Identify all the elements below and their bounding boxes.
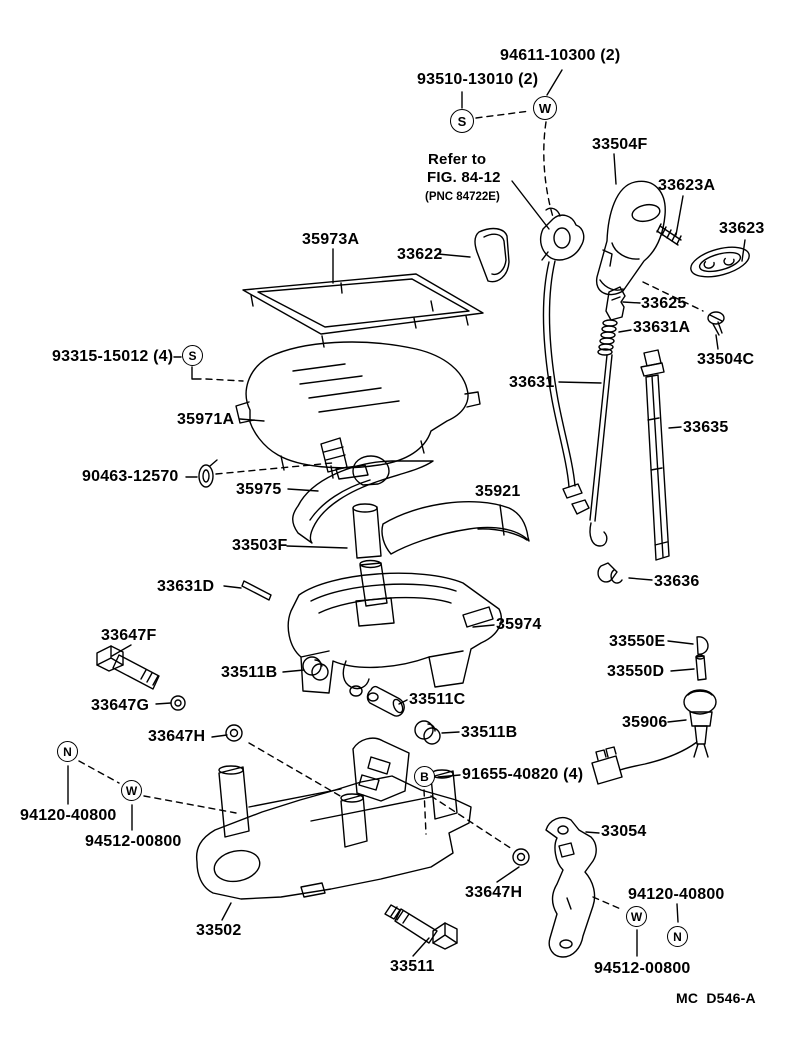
drawing-knob-switch-35906	[592, 690, 716, 784]
part-label-33054: 33054	[601, 823, 647, 840]
part-label-35973a: 35973A	[302, 231, 360, 248]
part-label-35974: 35974	[496, 616, 542, 633]
part-label-94120-40800-right: 94120-40800	[628, 886, 725, 903]
washer-symbol-icon: W	[533, 96, 557, 120]
part-label-90463-12570: 90463-12570	[82, 468, 179, 485]
part-label-91655-40820: 91655-40820 (4)	[462, 766, 584, 783]
drawing-mat-35921	[382, 502, 529, 554]
drawing-nut-33647h-lower	[513, 849, 529, 865]
part-label-33635: 33635	[683, 419, 729, 436]
part-label-94120-40800-left: 94120-40800	[20, 807, 117, 824]
part-label-33622: 33622	[397, 246, 443, 263]
drawing-clip-33636	[598, 563, 622, 583]
drawing-bracket-33502	[197, 738, 471, 899]
part-label-94611-10300: 94611-10300 (2)	[500, 47, 621, 64]
part-label-33550d: 33550D	[607, 663, 665, 680]
part-label-33647h-lower: 33647H	[465, 884, 523, 901]
drawing-bracket-33054	[546, 818, 596, 957]
refer-note-line3: (PNC 84722E)	[425, 191, 500, 203]
part-label-35975: 35975	[236, 481, 282, 498]
part-label-33503f: 33503F	[232, 537, 288, 554]
drawing-shift-knob-33504f	[597, 181, 666, 294]
part-label-33623a: 33623A	[658, 177, 716, 194]
screw-symbol-icon: S	[182, 345, 203, 366]
part-label-33647h-upper: 33647H	[148, 728, 206, 745]
refer-note-line1: Refer to	[428, 151, 487, 168]
drawing-pin-33550d	[696, 655, 706, 680]
part-label-94512-00800-right: 94512-00800	[594, 960, 691, 977]
part-label-33623: 33623	[719, 220, 765, 237]
part-label-33631a: 33631A	[633, 319, 691, 336]
drawing-pad-33622	[475, 229, 509, 282]
drawing-cable-end-fitting	[541, 208, 584, 260]
part-label-33550e: 33550E	[609, 633, 666, 650]
drawing-lever-33503f	[353, 504, 387, 606]
figure-code: MC D546-A	[676, 990, 756, 1006]
drawing-bushing-33511b-upper	[303, 657, 328, 680]
nut-symbol-icon: N	[667, 926, 688, 947]
dashed-assembly-lines	[79, 111, 703, 910]
part-label-33511b-lower: 33511B	[461, 724, 518, 741]
part-label-33647f: 33647F	[101, 627, 157, 644]
nut-symbol-icon: N	[57, 741, 78, 762]
part-label-93510-13010: 93510-13010 (2)	[417, 71, 539, 88]
drawing-spring-33631a	[598, 320, 617, 355]
drawing-washer-33647g	[171, 696, 185, 710]
drawing-pin-33631d	[242, 581, 271, 600]
washer-symbol-icon: W	[121, 780, 142, 801]
drawing-button-33623	[688, 242, 753, 283]
part-label-94512-00800-left: 94512-00800	[85, 833, 182, 850]
part-label-33625: 33625	[641, 295, 687, 312]
drawing-screw-33504c	[708, 312, 724, 335]
drawing-bolt-33647f	[97, 646, 159, 689]
part-label-35906: 35906	[622, 714, 668, 731]
drawing-rod-33635	[641, 350, 669, 560]
part-label-33504f: 33504F	[592, 136, 648, 153]
drawing-nut-33647h-upper	[226, 725, 242, 741]
drawing-base-35974	[288, 573, 501, 701]
screw-symbol-icon: S	[450, 109, 474, 133]
part-label-33631: 33631	[509, 374, 555, 391]
drawing-frame-35973a	[243, 274, 483, 347]
part-label-33647g: 33647G	[91, 697, 150, 714]
part-label-33511b-upper: 33511B	[221, 664, 278, 681]
drawing-clip-33625	[606, 287, 625, 320]
part-label-33631d: 33631D	[157, 578, 215, 595]
part-label-35921: 35921	[475, 483, 521, 500]
drawing-cap-33550e	[697, 637, 708, 654]
part-label-33511c: 33511C	[409, 691, 466, 708]
drawing-bolt-33511	[385, 905, 457, 949]
part-label-33636: 33636	[654, 573, 700, 590]
part-label-33502: 33502	[196, 922, 242, 939]
drawing-bushing-33511b-lower	[415, 721, 440, 744]
part-label-33511: 33511	[390, 958, 435, 975]
part-label-35971a: 35971A	[177, 411, 235, 428]
part-label-93315-15012: 93315-15012 (4)	[52, 348, 174, 365]
washer-symbol-icon: W	[626, 906, 647, 927]
drawing-clamp-90463	[199, 460, 217, 487]
drawing-console-panel-35971a	[236, 342, 480, 479]
bolt-symbol-icon: B	[414, 766, 435, 787]
refer-note-line2: FIG. 84-12	[427, 169, 501, 186]
part-label-33504c: 33504C	[697, 351, 755, 368]
